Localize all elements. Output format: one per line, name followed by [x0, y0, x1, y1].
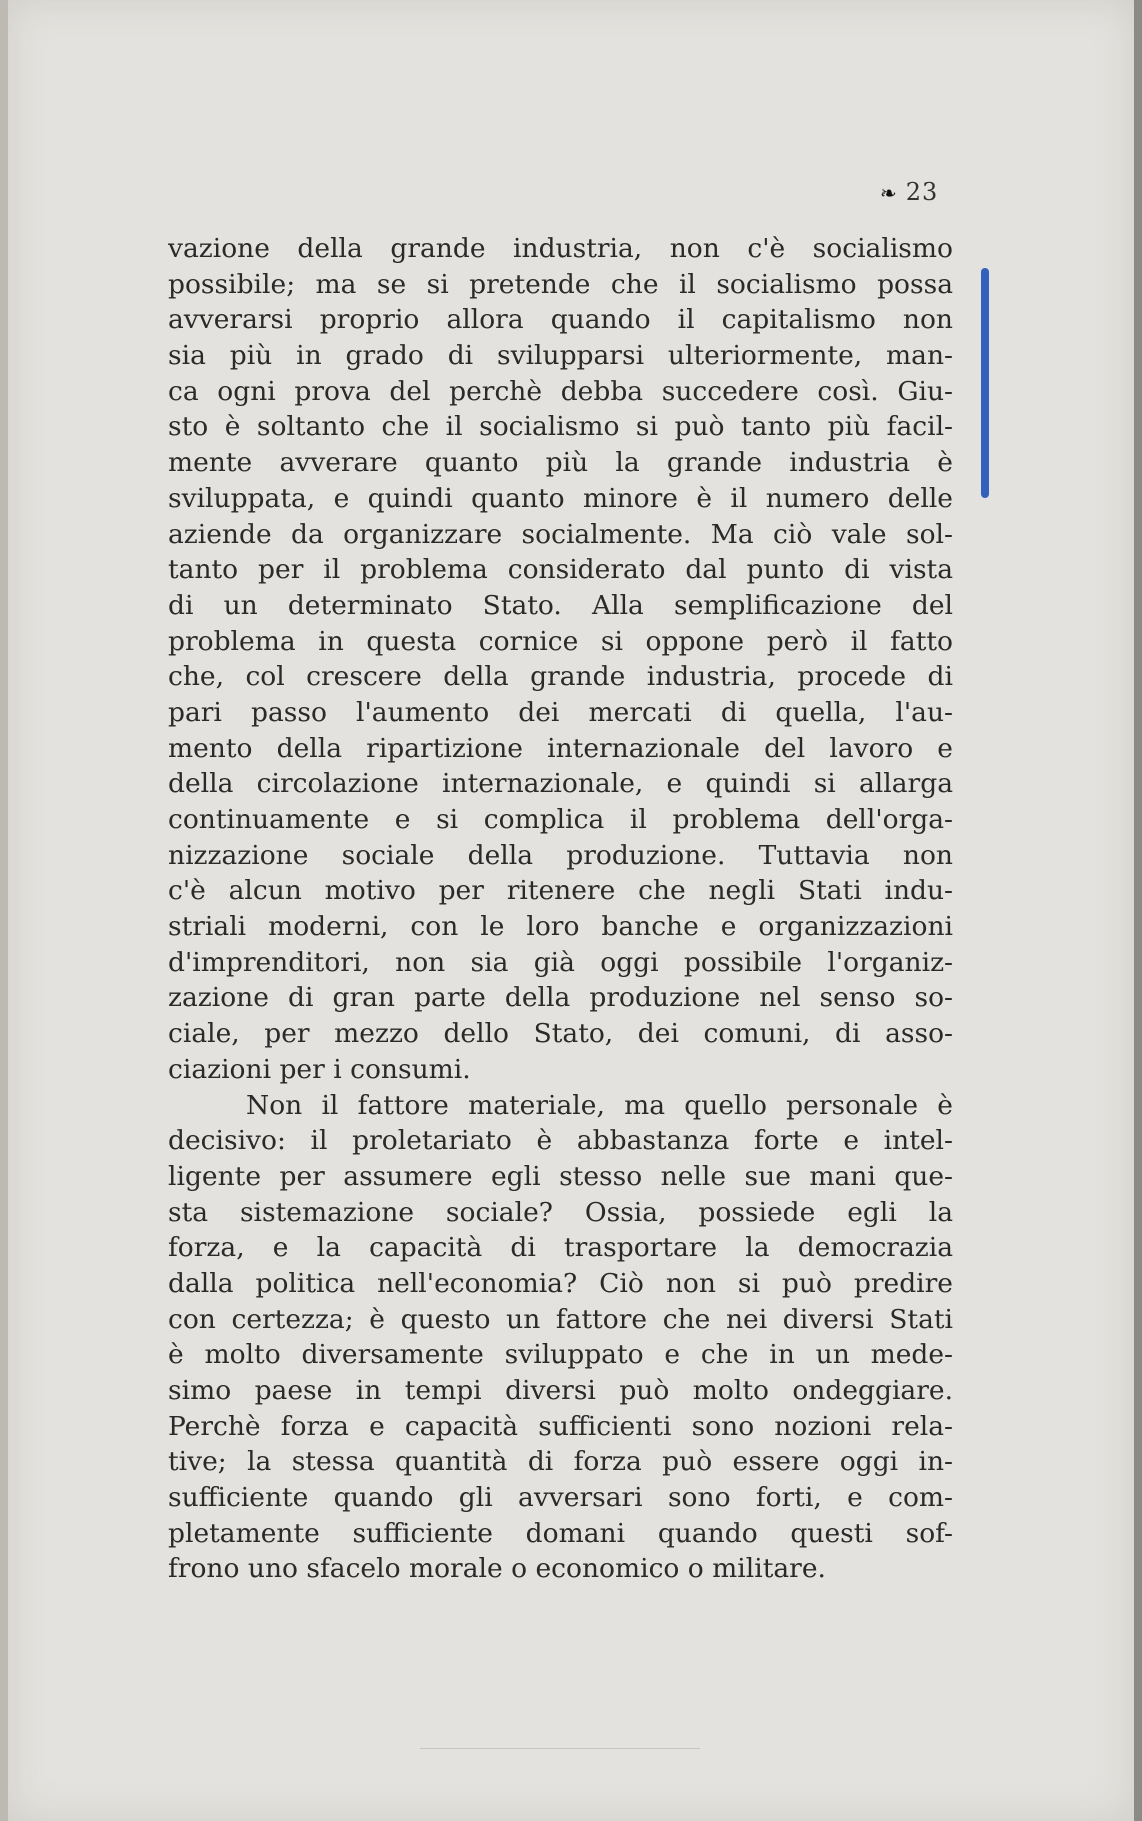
margin-pencil-mark	[981, 268, 989, 498]
text-line: ligente per assumere egli stesso nelle sue mani que-	[168, 1160, 953, 1192]
fleuron-icon: ❧	[880, 181, 898, 205]
text-line: sviluppata, e quindi quanto minore è il numero delle	[168, 482, 953, 514]
text-line: sta sistemazione sociale? Ossia, possiede egli la	[168, 1196, 953, 1228]
text-line: pletamente sufficiente domani quando questi sof-	[168, 1517, 953, 1549]
text-line: c'è alcun motivo per ritenere che negli Stati indu-	[168, 875, 953, 907]
page-number: 23	[905, 178, 939, 206]
text-line: aziende da organizzare socialmente. Ma ciò vale sol-	[168, 518, 953, 550]
text-line: tanto per il problema considerato dal punto di vista	[168, 554, 953, 586]
text-line: nizzazione sociale della produzione. Tuttavia non	[168, 839, 953, 871]
text-line: sufficiente quando gli avversari sono forti, e com-	[168, 1482, 953, 1514]
text-line: ca ogni prova del perchè debba succedere così. Giu-	[168, 375, 953, 407]
text-line: è molto diversamente sviluppato e che in un mede-	[168, 1339, 953, 1371]
text-line: che, col crescere della grande industria, procede di	[168, 661, 953, 693]
text-line: ciazioni per i consumi.	[168, 1053, 471, 1085]
text-line: dalla politica nell'economia? Ciò non si può predire	[168, 1267, 953, 1299]
text-line: zazione di gran parte della produzione nel senso so-	[168, 982, 953, 1014]
page-right-edge	[1134, 0, 1142, 1821]
text-line: problema in questa cornice si oppone però il fatto	[168, 625, 953, 657]
page-left-edge	[0, 0, 8, 1821]
text-line: mento della ripartizione internazionale del lavoro e	[168, 732, 953, 764]
text-line: avverarsi proprio allora quando il capitalismo non	[168, 304, 953, 336]
footer-smudge	[420, 1748, 700, 1749]
text-line: mente avverare quanto più la grande industria è	[168, 447, 953, 479]
text-line: striali moderni, con le loro banche e organizzazioni	[168, 911, 953, 943]
text-line: continuamente e si complica il problema dell'orga-	[168, 804, 953, 835]
text-line: pari passo l'aumento dei mercati di quella, l'au-	[168, 696, 953, 728]
text-line: sia più in grado di svilupparsi ulteriormente, man-	[168, 340, 953, 372]
text-line: simo paese in tempi diversi può molto ondeggiare.	[168, 1375, 953, 1406]
text-line: decisivo: il proletariato è abbastanza forte e intel-	[168, 1125, 953, 1157]
text-line: frono uno sfacelo morale o economico o militare.	[168, 1553, 826, 1585]
text-line: tive; la stessa quantità di forza può essere oggi in-	[168, 1446, 953, 1478]
text-line: sto è soltanto che il socialismo si può tanto più facil-	[168, 411, 953, 443]
text-line: forza, e la capacità di trasportare la democrazia	[168, 1232, 953, 1264]
text-line: d'imprenditori, non sia già oggi possibile l'organiz-	[168, 946, 953, 978]
text-line: possibile; ma se si pretende che il socialismo possa	[168, 268, 953, 300]
text-line: della circolazione internazionale, e quindi si allarga	[168, 768, 953, 800]
text-line: Non il fattore materiale, ma quello personale è	[246, 1089, 953, 1121]
text-line: vazione della grande industria, non c'è socialismo	[168, 233, 953, 264]
text-line: ciale, per mezzo dello Stato, dei comuni, di asso-	[168, 1018, 953, 1050]
text-line: con certezza; è questo un fattore che nei diversi Stati	[168, 1303, 953, 1335]
body-text	[168, 231, 953, 1587]
text-line: Perchè forza e capacità sufficienti sono nozioni rela-	[168, 1410, 953, 1442]
text-line: di un determinato Stato. Alla semplificazione del	[168, 589, 953, 621]
page-header	[880, 178, 938, 206]
